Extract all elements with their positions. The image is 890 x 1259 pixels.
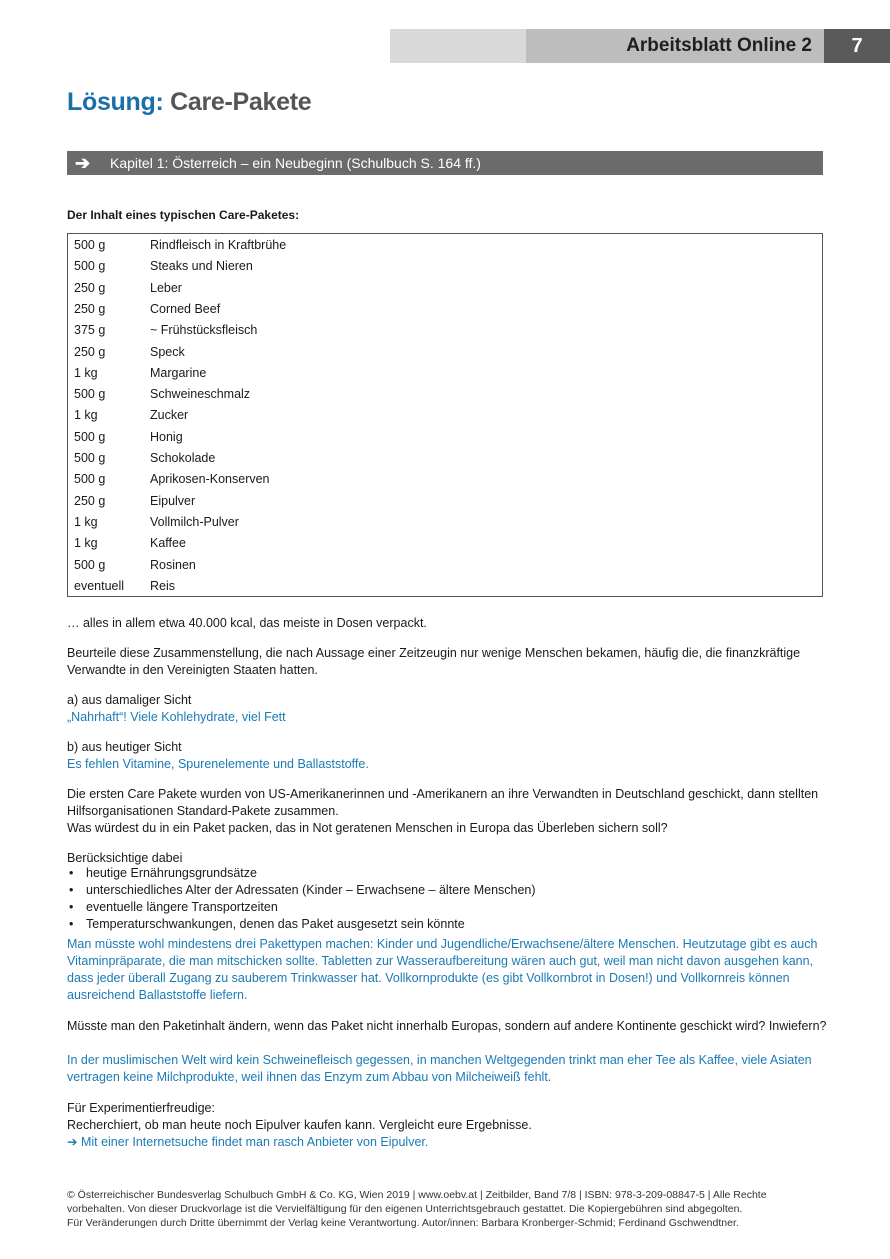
package-heading: Der Inhalt eines typischen Care-Paketes:: [67, 208, 300, 222]
table-row: [68, 512, 822, 533]
title-main: Care-Pakete: [170, 88, 312, 116]
item-cell: Speck: [150, 344, 185, 359]
item-cell: Zucker: [150, 408, 189, 423]
list-item: • unterschiedliches Alter der Adressaten (Kinder – Erwachsene – ältere Menschen): [69, 883, 536, 897]
task2-bullet-list: [67, 865, 827, 933]
item-cell: Corned Beef: [150, 301, 221, 316]
footer-line: © Österreichischer Bundesverlag Schulbuch GmbH & Co. KG, Wien 2019 | www.oebv.at | Zeitbilder, Band 7/8 | ISBN: 978-3-209-08847-5 | Alle Rechte: [67, 1189, 767, 1201]
quantity-cell: 1 kg: [74, 365, 98, 380]
bullet-icon: •: [69, 917, 74, 931]
table-row: [68, 448, 822, 469]
item-cell: Honig: [150, 429, 183, 444]
table-row: [68, 576, 822, 597]
table-row: [68, 235, 822, 256]
quantity-cell: 250 g: [74, 493, 106, 508]
page-number: 7: [824, 29, 890, 63]
title-prefix: Lösung:: [67, 88, 164, 116]
table-row: [68, 363, 822, 384]
header-decor: [390, 29, 526, 63]
quantity-cell: 500 g: [74, 387, 106, 402]
task1-a-label: a) aus damaliger Sicht: [67, 693, 192, 707]
table-row: [68, 299, 822, 320]
table-row: [68, 555, 822, 576]
table-row: [68, 278, 822, 299]
task1-a-answer: „Nahrhaft“! Viele Kohlehydrate, viel Fett: [67, 710, 286, 724]
bullet-icon: •: [69, 900, 74, 914]
task4-answer: ➔ Mit einer Internetsuche findet man rasch Anbieter von Eipulver.: [67, 1135, 429, 1149]
chapter-banner: [67, 151, 823, 175]
footer: [67, 1188, 827, 1230]
quantity-cell: 500 g: [74, 557, 106, 572]
quantity-cell: eventuell: [74, 578, 125, 593]
task2-answer: Man müsste wohl mindestens drei Pakettypen machen: Kinder und Jugendliche/Erwachsene/ältere Menschen. Heutzutage gibt es auch Vitaminpräparate, die man mitschicken sollte. Tabletten zur Wasseraufbereitung wären auch gut, weil man nicht davon ausgehen kann, dass jeder überall Zugang zu sauberem Trinkwasser hat. Vollkornprodukte (es gibt Vollkornbrot in Dosen!) und Vollkornreis können ausreichend Ballaststoffe liefern.: [67, 937, 818, 1002]
package-table: [67, 233, 823, 597]
task2-intro: Die ersten Care Pakete wurden von US-Amerikanerinnen und -Amerikanern an ihre Verwandten in Deutschland geschickt, dann stellten Hilfsorganisationen Standard-Pakete zusammen.: [67, 787, 819, 818]
task2-consider: Berücksichtige dabei: [67, 851, 183, 865]
list-item: • Temperaturschwankungen, denen das Paket ausgesetzt sein könnte: [69, 917, 465, 931]
table-row: [68, 533, 822, 554]
list-item: • heutige Ernährungsgrundsätze: [69, 866, 257, 880]
quantity-cell: 500 g: [74, 259, 106, 274]
worksheet-label: Arbeitsblatt Online 2: [526, 29, 824, 63]
quantity-cell: 1 kg: [74, 536, 98, 551]
quantity-cell: 250 g: [74, 344, 106, 359]
item-cell: Eipulver: [150, 493, 196, 508]
task1-b-label: b) aus heutiger Sicht: [67, 740, 182, 754]
bullet-icon: •: [69, 883, 74, 897]
task3-question: Müsste man den Paketinhalt ändern, wenn das Paket nicht innerhalb Europas, sondern auf andere Kontinente geschickt wird? Inwiefern?: [67, 1019, 827, 1033]
list-item: • eventuelle längere Transportzeiten: [69, 900, 278, 914]
header-bar: [390, 29, 890, 63]
table-row: [68, 469, 822, 490]
task4-text: Recherchiert, ob man heute noch Eipulver kaufen kann. Vergleicht eure Ergebnisse.: [67, 1118, 532, 1132]
task3-answer: In der muslimischen Welt wird kein Schweinefleisch gegessen, in manchen Weltgegenden trinkt man eher Tee als Kaffee, viele Asiaten vertragen keine Milchprodukte, weil ihnen das Enzym zum Abbau von Milcheiweiß fehlt.: [67, 1053, 812, 1084]
quantity-cell: 250 g: [74, 280, 106, 295]
quantity-cell: 1 kg: [74, 514, 98, 529]
page-title: [67, 88, 311, 117]
table-row: [68, 427, 822, 448]
task1-b-answer: Es fehlen Vitamine, Spurenelemente und Ballaststoffe.: [67, 757, 369, 771]
chapter-title: Kapitel 1: Österreich – ein Neubeginn (Schulbuch S. 164 ff.): [110, 155, 481, 171]
quantity-cell: 500 g: [74, 451, 106, 465]
table-row: [68, 384, 822, 405]
package-summary: … alles in allem etwa 40.000 kcal, das meiste in Dosen verpackt.: [67, 616, 427, 630]
quantity-cell: 375 g: [74, 323, 106, 338]
item-cell: Aprikosen-Konserven: [150, 472, 270, 487]
table-row: [68, 491, 822, 512]
item-cell: ~ Frühstücksfleisch: [150, 323, 258, 338]
footer-line: vorbehalten. Von dieser Druckvorlage ist die Vervielfältigung für den eigenen Unterrichtsgebrauch gestattet. Die Kopiergebühren sind abgegolten.: [67, 1203, 743, 1215]
table-row: [68, 405, 822, 426]
item-cell: Margarine: [150, 365, 207, 380]
item-cell: Vollmilch-Pulver: [150, 514, 239, 529]
item-cell: Steaks und Nieren: [150, 259, 253, 274]
item-cell: Schokolade: [150, 451, 216, 465]
item-cell: Leber: [150, 280, 182, 295]
item-cell: Schweineschmalz: [150, 387, 251, 402]
table-row: [68, 256, 822, 277]
quantity-cell: 500 g: [74, 472, 106, 487]
bullet-icon: •: [69, 866, 74, 880]
quantity-cell: 1 kg: [74, 408, 98, 423]
item-cell: Rindfleisch in Kraftbrühe: [150, 238, 287, 252]
item-cell: Kaffee: [150, 536, 186, 551]
table-row: [68, 342, 822, 363]
quantity-cell: 250 g: [74, 301, 106, 316]
footer-line: Für Veränderungen durch Dritte übernimmt der Verlag keine Verantwortung. Autor/innen: Barbara Kronberger-Schmid; Ferdinand Gschwendtner.: [67, 1217, 739, 1229]
table-row: [68, 320, 822, 341]
quantity-cell: 500 g: [74, 429, 106, 444]
item-cell: Reis: [150, 578, 176, 593]
task1-text: Beurteile diese Zusammenstellung, die nach Aussage einer Zeitzeugin nur wenige Menschen bekamen, häufig die, die finanzkräftige Verwandte in den Vereinigten Staaten hatten.: [67, 646, 801, 677]
arrow-right-icon: ➔: [75, 153, 91, 173]
quantity-cell: 500 g: [74, 238, 106, 252]
item-cell: Rosinen: [150, 557, 196, 572]
task4-label: Für Experimentierfreudige:: [67, 1101, 215, 1115]
task2-question: Was würdest du in ein Paket packen, das in Not geratenen Menschen in Europa das Überleben sichern soll?: [67, 821, 668, 835]
